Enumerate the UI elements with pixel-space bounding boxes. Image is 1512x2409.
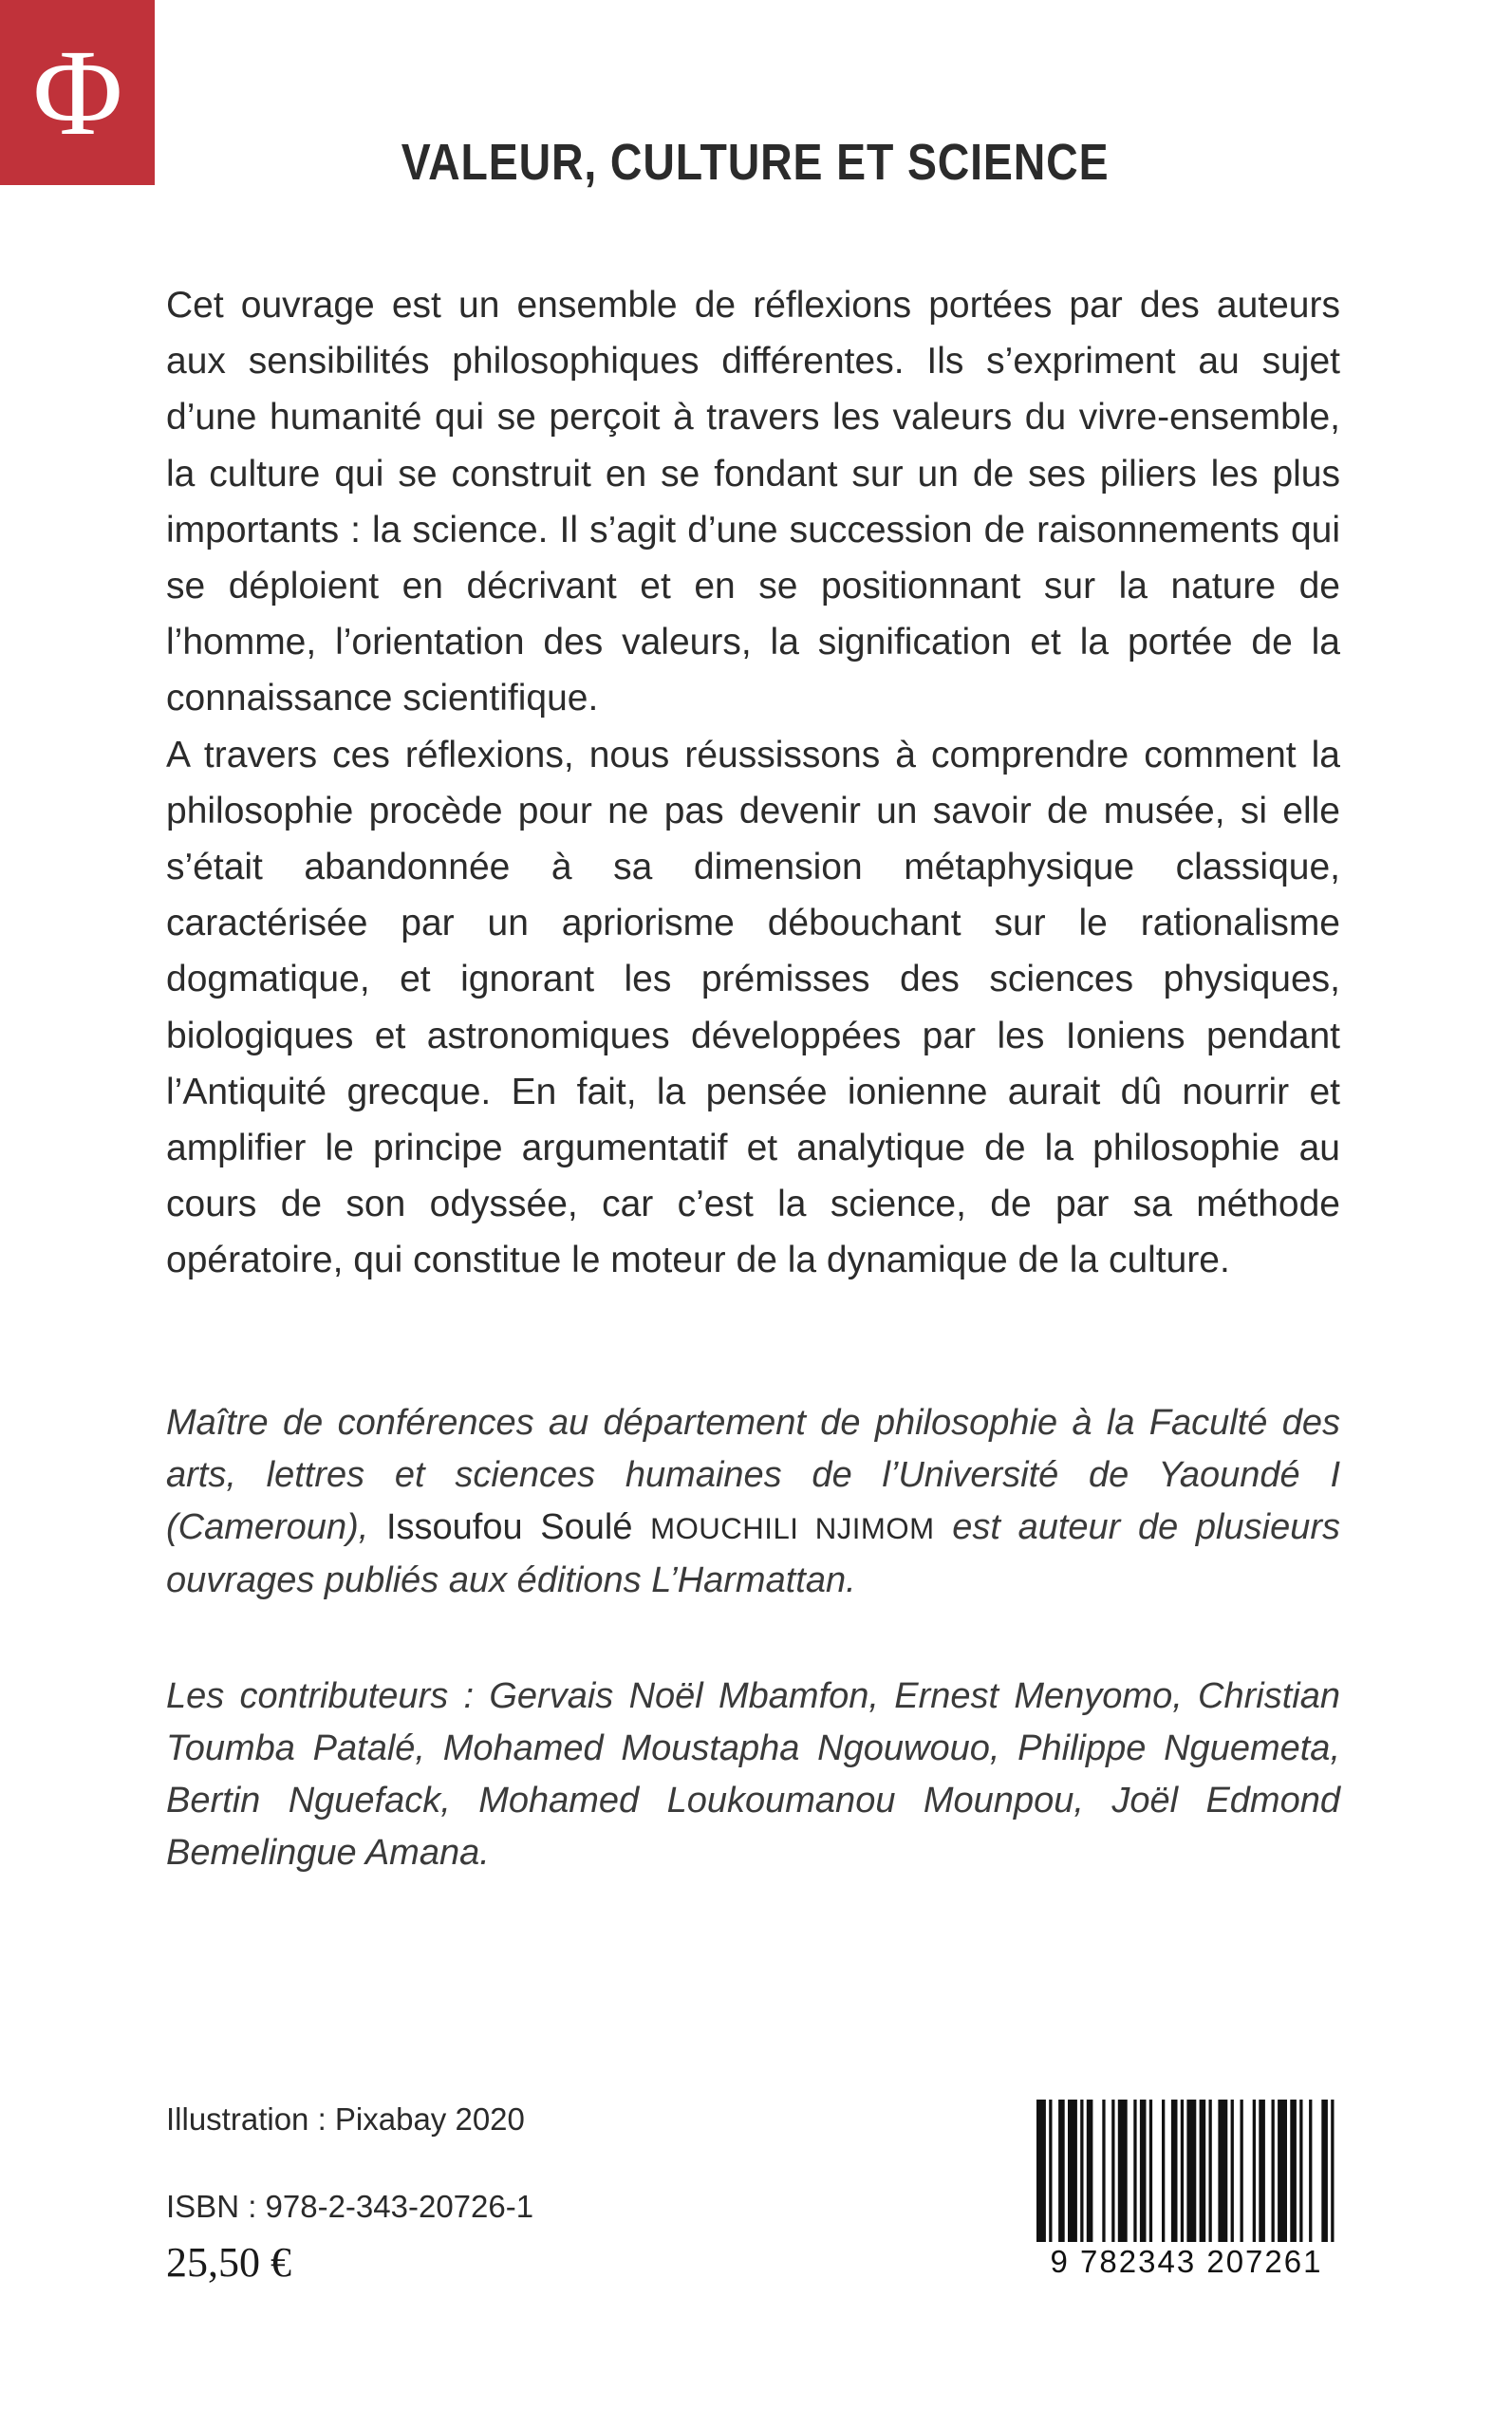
barcode-bar xyxy=(1241,2100,1243,2242)
barcode-digits: 9 782343 207261 xyxy=(1050,2244,1323,2279)
svg-text:Φ: Φ xyxy=(31,30,123,155)
barcode-bar xyxy=(1049,2100,1052,2242)
author-name xyxy=(386,1507,935,1547)
summary-paragraph-2: A travers ces réflexions, nous réussissons à comprendre comment la philosophie procède pour ne pas devenir un savoir de musée, si elle s’était abandonnée à sa dimension métaphysique classique, caractérisée par un apriorisme débouchant sur le rationalisme dogmatique, et ignorant les prémisses des sciences physiques, biologiques et astronomiques développées par les Ioniens pendant l’Antiquité grecque. En fait, la pensée ionienne aurait dû nourrir et amplifier le principe argumentatif et analytique de la philosophie au cours de son odyssée, car c’est la science, de par sa méthode opératoire, qui constitue le moteur de la dynamique de la culture. xyxy=(166,734,1340,1281)
author-first-name: Issoufou Soulé xyxy=(385,1507,651,1547)
barcode-bar xyxy=(1133,2100,1136,2242)
price: 25,50 € xyxy=(166,2239,291,2286)
back-cover-summary xyxy=(166,277,1340,1289)
barcode-bar xyxy=(1080,2100,1083,2242)
author-bio xyxy=(166,1397,1340,1607)
barcode-bar xyxy=(1118,2100,1128,2242)
barcode-bars-icon xyxy=(1033,2100,1340,2242)
barcode-bar xyxy=(1102,2100,1105,2242)
barcode-bar xyxy=(1181,2100,1184,2242)
barcode-bar xyxy=(1186,2100,1196,2242)
barcode-bar xyxy=(1068,2100,1077,2242)
barcode-bar xyxy=(1278,2100,1287,2242)
bio-outro: est auteur de plusieurs ouvrages publiés aux éditions L’Harmattan. xyxy=(166,1507,1340,1600)
author-last-name: MOUCHILI NJIMOM xyxy=(650,1512,935,1545)
summary-paragraph-1: Cet ouvrage est un ensemble de réflexions portées par des auteurs aux sensibilités philosophiques différentes. Ils s’expriment au sujet d’une humanité qui se perçoit à travers les valeurs du vivre-ensemble, la culture qui se construit en se fondant sur un de ses piliers les plus importants : la science. Il s’agit d’une succession de raisonnements qui se déploient en décrivant et en se positionnant sur la nature de l’homme, l’orientation des valeurs, la signification et la portée de la connaissance scientifique. xyxy=(166,285,1340,719)
barcode-bar xyxy=(1231,2100,1234,2242)
barcode-bar xyxy=(1309,2100,1312,2242)
contributors-text: Les contributeurs : Gervais Noël Mbamfon, Ernest Menyomo, Christian Toumba Patalé, Mohamed Moustapha Ngouwouo, Philippe Nguemeta, Bertin Nguefack, Mohamed Loukoumanou Mounpou, Joël Edmond Bemelingue Amana. xyxy=(166,1676,1340,1873)
barcode-bar xyxy=(1111,2100,1114,2242)
barcode-bar xyxy=(1140,2100,1147,2242)
author-bio-text xyxy=(166,1397,1340,1607)
bio-intro: Maître de conférences au département de philosophie à la Faculté des arts, lettres et sciences humaines de l’Université de Yaoundé I (Cameroun), xyxy=(166,1403,1340,1547)
barcode-bar xyxy=(1299,2100,1302,2242)
isbn: ISBN : 978-2-343-20726-1 xyxy=(166,2189,534,2224)
barcode-bar xyxy=(1058,2100,1065,2242)
barcode-bar xyxy=(1321,2100,1328,2242)
barcode-bar xyxy=(1253,2100,1256,2242)
barcode-bar xyxy=(1272,2100,1275,2242)
barcode-bar xyxy=(1162,2100,1165,2242)
book-title: VALEUR, CULTURE ET SCIENCE xyxy=(401,134,1110,191)
barcode-bar xyxy=(1171,2100,1178,2242)
barcode-bar xyxy=(1036,2100,1046,2242)
contributors-list xyxy=(166,1671,1340,1879)
barcode-bar xyxy=(1331,2100,1334,2242)
barcode-bar xyxy=(1218,2100,1227,2242)
barcode-bar xyxy=(1087,2100,1093,2242)
barcode-bar xyxy=(1200,2100,1206,2242)
barcode-bar xyxy=(1149,2100,1152,2242)
barcode-bar xyxy=(1209,2100,1212,2242)
illustration-credit: Illustration : Pixabay 2020 xyxy=(166,2101,525,2137)
barcode-bar xyxy=(1290,2100,1297,2242)
barcode-bar xyxy=(1259,2100,1265,2242)
